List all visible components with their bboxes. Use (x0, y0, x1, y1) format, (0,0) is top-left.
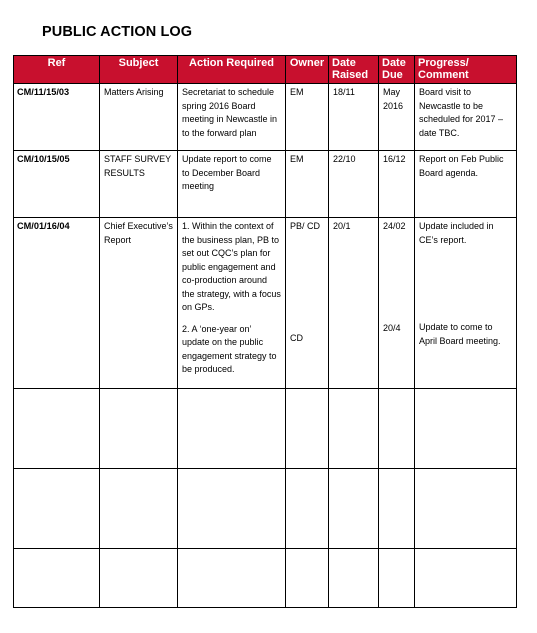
empty-row (14, 469, 517, 549)
header-action: Action Required (178, 56, 286, 84)
cell-progress: Report on Feb Public Board agenda. (415, 151, 517, 218)
cell-date-raised: 22/10 (329, 151, 379, 218)
cell-owner (286, 218, 329, 389)
table-row (14, 84, 517, 151)
header-owner: Owner (286, 56, 329, 84)
cell-date-due: 16/12 (379, 151, 415, 218)
empty-row (14, 389, 517, 469)
page-title: PUBLIC ACTION LOG (42, 24, 193, 40)
table-row (14, 151, 517, 218)
cell-progress: Board visit to Newcastle to be scheduled for 2017 – date TBC. (415, 84, 517, 151)
header-row (14, 56, 517, 84)
action-log-table (13, 55, 517, 608)
header-progress: Progress/ Comment (415, 56, 517, 84)
cell-date-raised: 18/11 (329, 84, 379, 151)
cell-owner: EM (286, 151, 329, 218)
cell-subject: STAFF SURVEY RESULTS (100, 151, 178, 218)
cell-progress (415, 218, 517, 389)
cell-action (178, 218, 286, 389)
owner-item-2: CD (290, 332, 303, 343)
cell-ref: CM/11/15/03 (14, 84, 100, 151)
progress-item-2: Update to come to April Board meeting. (419, 322, 501, 346)
cell-date-raised: 20/1 (329, 218, 379, 389)
cell-owner: EM (286, 84, 329, 151)
header-ref: Ref (14, 56, 100, 84)
cell-subject: Matters Arising (100, 84, 178, 151)
due-item-1: 24/02 (383, 221, 406, 231)
cell-date-due: May 2016 (379, 84, 415, 151)
cell-action: Secretariat to schedule spring 2016 Board meeting in Newcastle in to the forward plan (178, 84, 286, 151)
header-date-due: Date Due (379, 56, 415, 84)
empty-row (14, 549, 517, 608)
owner-item-1: PB/ CD (290, 221, 321, 231)
action-item-2: 2. A ‘one-year on’ update on the public engagement strategy to be produced. (182, 323, 277, 374)
cell-ref: CM/01/16/04 (14, 218, 100, 389)
header-subject: Subject (100, 56, 178, 84)
table-row (14, 218, 517, 389)
cell-ref: CM/10/15/05 (14, 151, 100, 218)
cell-action: Update report to come to December Board meeting (178, 151, 286, 218)
due-item-2: 20/4 (383, 322, 401, 333)
header-date-raised: Date Raised (329, 56, 379, 84)
cell-date-due (379, 218, 415, 389)
action-item-1: 1. Within the context of the business plan, PB to set out CQC’s plan for public engagement and co-production around the strategy, with a focus on GPs. (182, 221, 281, 312)
cell-subject: Chief Executive’s Report (100, 218, 178, 389)
progress-item-1: Update included in CE’s report. (419, 221, 494, 245)
